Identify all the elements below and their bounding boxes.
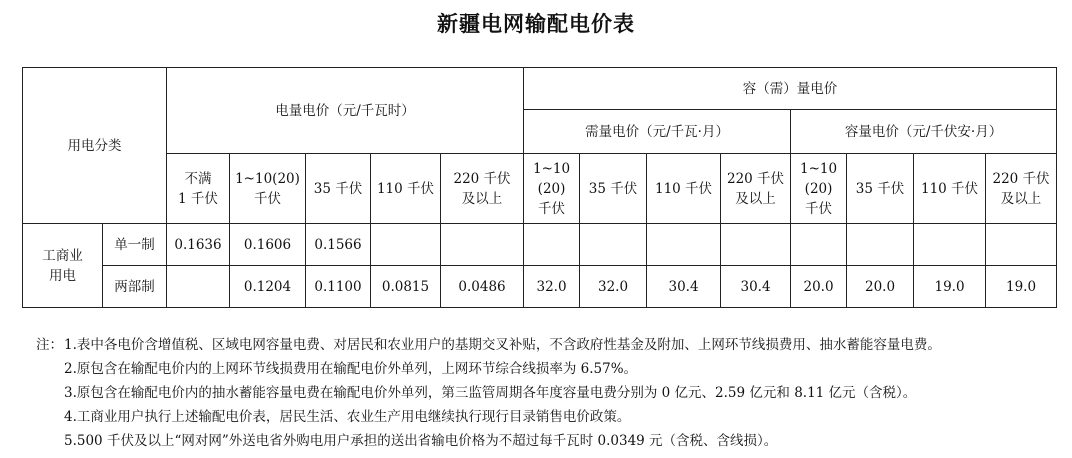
capacity-cell [791, 224, 847, 266]
demand-cell [524, 224, 580, 266]
energy-cell: 0.0486 [441, 266, 524, 308]
row-label: 两部制 [103, 266, 167, 308]
energy-cell: 0.1100 [306, 266, 371, 308]
capacity-cell [914, 224, 986, 266]
capacity-col-header: 110 千伏 [914, 154, 986, 224]
capacity-cell: 20.0 [791, 266, 847, 308]
group-label: 工商业 用电 [23, 224, 103, 308]
demand-col-header: 110 千伏 [647, 154, 721, 224]
note-item [36, 357, 1066, 381]
table-row [23, 224, 1057, 266]
note-item [36, 381, 1066, 405]
note-text: 1.表中各电价含增值税、区域电网容量电费、对居民和农业用户的基期交叉补贴，不含政府性基金及附加、上网环节线损费用、抽水蓄能容量电费。 [64, 337, 941, 353]
demand-cell: 32.0 [580, 266, 647, 308]
energy-cell: 0.1204 [230, 266, 306, 308]
demand-price-header: 需量电价（元/千瓦·月） [524, 110, 791, 154]
energy-col-header: 220 千伏 及以上 [441, 154, 524, 224]
capacity-group-header: 容（需）量电价 [524, 68, 1057, 110]
capacity-cell [847, 224, 914, 266]
capacity-col-header: 1~10 (20) 千伏 [791, 154, 847, 224]
tariff-table [22, 67, 1057, 308]
capacity-col-header: 220 千伏 及以上 [986, 154, 1057, 224]
demand-cell [580, 224, 647, 266]
demand-cell: 30.4 [647, 266, 721, 308]
energy-col-header: 35 千伏 [306, 154, 371, 224]
energy-cell [167, 266, 230, 308]
note-item [36, 405, 1066, 429]
notes [36, 333, 1066, 453]
energy-col-header: 不满 1 千伏 [167, 154, 230, 224]
capacity-cell: 19.0 [986, 266, 1057, 308]
energy-price-header: 电量电价（元/千瓦时） [167, 68, 524, 154]
capacity-col-header: 35 千伏 [847, 154, 914, 224]
category-header: 用电分类 [23, 68, 167, 224]
demand-col-header: 1~10 (20) 千伏 [524, 154, 580, 224]
demand-col-header: 220 千伏 及以上 [721, 154, 791, 224]
demand-cell: 30.4 [721, 266, 791, 308]
demand-cell [721, 224, 791, 266]
energy-cell: 0.1566 [306, 224, 371, 266]
energy-col-header: 110 千伏 [371, 154, 441, 224]
demand-col-header: 35 千伏 [580, 154, 647, 224]
demand-cell: 32.0 [524, 266, 580, 308]
note-text: 4.工商业用户执行上述输配电价表，居民生活、农业生产用电继续执行现行目录销售电价政策。 [64, 409, 631, 425]
row-label: 单一制 [103, 224, 167, 266]
energy-cell: 0.1636 [167, 224, 230, 266]
notes-prefix: 注： [36, 337, 63, 353]
capacity-cell [986, 224, 1057, 266]
capacity-cell: 20.0 [847, 266, 914, 308]
table-row [23, 266, 1057, 308]
energy-cell: 0.0815 [371, 266, 441, 308]
note-item [36, 333, 1066, 357]
energy-cell [371, 224, 441, 266]
note-text: 5.500 千伏及以上“网对网”外送电省外购电用户承担的送出省输电价格为不超过每千瓦时 0.0349 元（含税、含线损）。 [64, 433, 778, 449]
page-title: 新疆电网输配电价表 [437, 11, 635, 36]
energy-cell [441, 224, 524, 266]
capacity-cell: 19.0 [914, 266, 986, 308]
note-item [36, 429, 1066, 453]
energy-col-header: 1~10(20) 千伏 [230, 154, 306, 224]
demand-cell [647, 224, 721, 266]
note-text: 2.原包含在输配电价内的上网环节线损费用在输配电价外单列，上网环节综合线损率为 6.57%。 [64, 361, 638, 377]
capacity-price-header: 容量电价（元/千伏安·月） [791, 110, 1057, 154]
note-text: 3.原包含在输配电价内的抽水蓄能容量电费在输配电价外单列，第三监管周期各年度容量电费分别为 0 亿元、2.59 亿元和 8.11 亿元（含税）。 [64, 385, 917, 401]
energy-cell: 0.1606 [230, 224, 306, 266]
